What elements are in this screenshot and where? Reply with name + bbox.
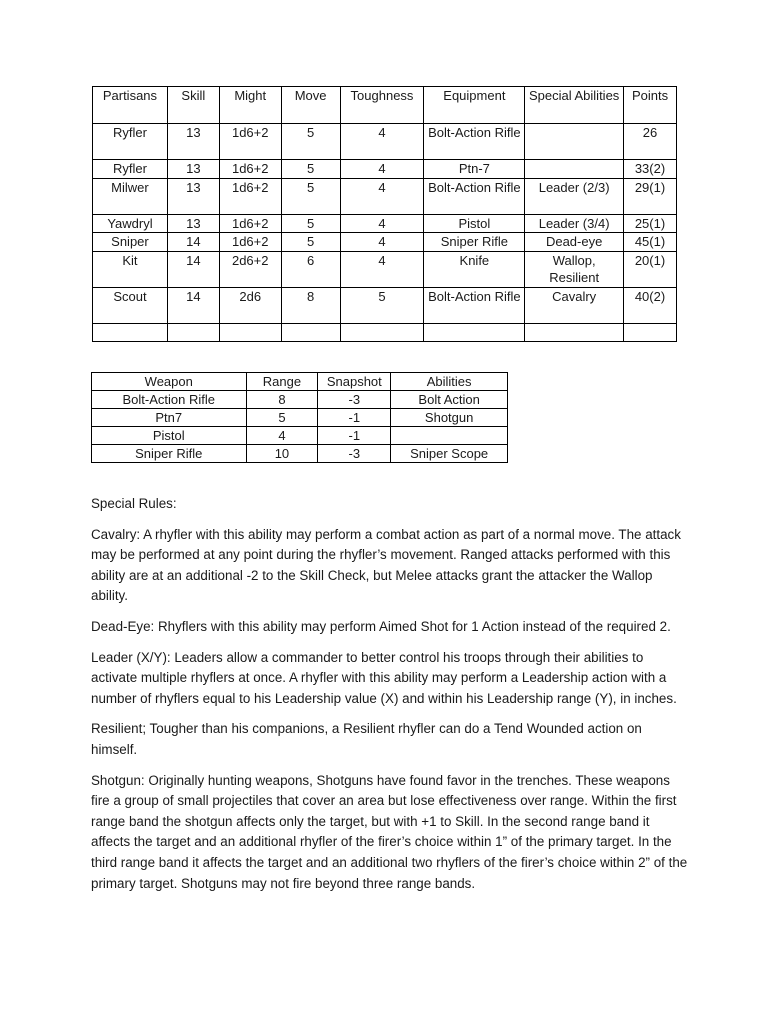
table-cell: Dead-eye [525, 233, 624, 252]
table-cell: 10 [246, 445, 318, 463]
table-cell [391, 427, 508, 445]
table-cell: Cavalry [525, 287, 624, 323]
table-cell: 25(1) [624, 214, 677, 233]
header-cell: Move [281, 87, 340, 124]
header-cell: Points [624, 87, 677, 124]
table-cell: Wallop, Resilient [525, 251, 624, 287]
table-cell: 20(1) [624, 251, 677, 287]
table-cell: Ryfler [93, 160, 168, 179]
table-row [92, 391, 508, 409]
table-cell: Pistol [424, 214, 525, 233]
table-cell: Leader (2/3) [525, 178, 624, 214]
table-row-empty [93, 323, 677, 341]
table-cell: 5 [281, 178, 340, 214]
special-rules-heading: Special Rules: [91, 496, 177, 511]
table-header-row [93, 87, 677, 124]
table-cell [340, 323, 424, 341]
table-cell: 4 [340, 178, 424, 214]
table-cell: 4 [340, 160, 424, 179]
table-cell: 1d6+2 [219, 160, 281, 179]
table-cell: Leader (3/4) [525, 214, 624, 233]
header-cell: Might [219, 87, 281, 124]
table-cell: 14 [167, 287, 219, 323]
table-cell: 14 [167, 233, 219, 252]
table-cell: 4 [340, 124, 424, 160]
table-row [93, 124, 677, 160]
rule-shotgun: Shotgun: Originally hunting weapons, Shotguns have found favor in the trenches. These weapons fire a group of small projectiles that cover an area but lose effectiveness over range. Within the first range band the shotgun affects only the target, but with +1 to Skill. In the second range band it affects the target and an additional rhyfler of the firer’s choice within 1” of the primary target. In the third range band it affects the target and an additional two rhyflers of the firer’s choice within 2” of the primary target. Shotguns may not fire beyond three range bands. [91, 772, 688, 891]
table-row [93, 178, 677, 214]
special-rules-section [91, 494, 691, 904]
table-cell: 45(1) [624, 233, 677, 252]
table-cell: 5 [340, 287, 424, 323]
table-cell: 13 [167, 124, 219, 160]
header-cell: Snapshot [318, 373, 391, 391]
table-cell [525, 124, 624, 160]
table-cell: 8 [246, 391, 318, 409]
table-cell [93, 323, 168, 341]
table-cell: Sniper [93, 233, 168, 252]
rule-resilient: Resilient; Tougher than his companions, a Resilient rhyfler can do a Tend Wounded action on himself. [91, 721, 642, 757]
table-cell: 2d6 [219, 287, 281, 323]
table-row [93, 214, 677, 233]
table-cell: -1 [318, 409, 391, 427]
table-cell: Bolt-Action Rifle [424, 124, 525, 160]
table-cell: 33(2) [624, 160, 677, 179]
table-cell: -3 [318, 445, 391, 463]
table-cell: Sniper Rifle [424, 233, 525, 252]
table-row [93, 287, 677, 323]
table-header-row [92, 373, 508, 391]
table-cell: 4 [246, 427, 318, 445]
table-cell: 8 [281, 287, 340, 323]
table-row [93, 233, 677, 252]
table-cell: Kit [93, 251, 168, 287]
table-cell: 13 [167, 178, 219, 214]
table-cell: 5 [246, 409, 318, 427]
header-cell: Equipment [424, 87, 525, 124]
table-cell: Milwer [93, 178, 168, 214]
table-cell: 6 [281, 251, 340, 287]
header-cell: Special Abilities [525, 87, 624, 124]
table-row [92, 409, 508, 427]
table-cell: 5 [281, 160, 340, 179]
table-cell [624, 323, 677, 341]
weapons-table [91, 372, 508, 463]
table-cell: 13 [167, 214, 219, 233]
header-cell: Abilities [391, 373, 508, 391]
table-cell: 40(2) [624, 287, 677, 323]
table-cell: -1 [318, 427, 391, 445]
table-cell [281, 323, 340, 341]
table-cell: 1d6+2 [219, 214, 281, 233]
table-row [93, 160, 677, 179]
table-cell: Shotgun [391, 409, 508, 427]
table-cell: -3 [318, 391, 391, 409]
table-cell: 2d6+2 [219, 251, 281, 287]
header-cell: Weapon [92, 373, 247, 391]
table-cell: 29(1) [624, 178, 677, 214]
table-cell: Ptn-7 [424, 160, 525, 179]
partisans-table [92, 86, 677, 342]
rule-cavalry: Cavalry: A rhyfler with this ability may perform a combat action as part of a normal move. The attack may be performed at any point during the rhyfler’s movement. Ranged attacks performed with this ability are at an additional -2 to the Skill Check, but Melee attacks grant the attacker the Wallop ability. [91, 526, 681, 604]
table-cell: Scout [93, 287, 168, 323]
table-cell: 5 [281, 233, 340, 252]
rule-dead-eye: Dead-Eye: Rhyflers with this ability may perform Aimed Shot for 1 Action instead of the required 2. [91, 618, 671, 634]
table-cell: Ryfler [93, 124, 168, 160]
table-cell [525, 160, 624, 179]
table-cell: 4 [340, 214, 424, 233]
table-cell: Sniper Scope [391, 445, 508, 463]
rule-leader: Leader (X/Y): Leaders allow a commander to better control his troops through their abilities to activate multiple rhyflers at once. A rhyfler with this ability may perform a Leadership action with a number of rhyflers equal to his Leadership value (X) and within his Leadership range (Y), in inches. [91, 649, 677, 706]
header-cell: Range [246, 373, 318, 391]
table-cell: Knife [424, 251, 525, 287]
table-cell: Sniper Rifle [92, 445, 247, 463]
table-cell [167, 323, 219, 341]
table-cell [424, 323, 525, 341]
header-cell: Partisans [93, 87, 168, 124]
table-cell [219, 323, 281, 341]
table-cell: Bolt-Action Rifle [92, 391, 247, 409]
table-cell: Yawdryl [93, 214, 168, 233]
header-cell: Toughness [340, 87, 424, 124]
table-cell: 14 [167, 251, 219, 287]
table-cell: 13 [167, 160, 219, 179]
table-cell: 1d6+2 [219, 124, 281, 160]
table-cell: 1d6+2 [219, 233, 281, 252]
table-cell: 4 [340, 251, 424, 287]
table-cell: 4 [340, 233, 424, 252]
table-cell: Bolt-Action Rifle [424, 178, 525, 214]
header-cell: Skill [167, 87, 219, 124]
table-cell: Ptn7 [92, 409, 247, 427]
table-cell: 5 [281, 214, 340, 233]
table-cell: 26 [624, 124, 677, 160]
table-cell [525, 323, 624, 341]
table-cell: Bolt Action [391, 391, 508, 409]
table-row [92, 427, 508, 445]
table-cell: 5 [281, 124, 340, 160]
table-cell: Bolt-Action Rifle [424, 287, 525, 323]
table-cell: 1d6+2 [219, 178, 281, 214]
table-cell: Pistol [92, 427, 247, 445]
table-row [92, 445, 508, 463]
table-row [93, 251, 677, 287]
